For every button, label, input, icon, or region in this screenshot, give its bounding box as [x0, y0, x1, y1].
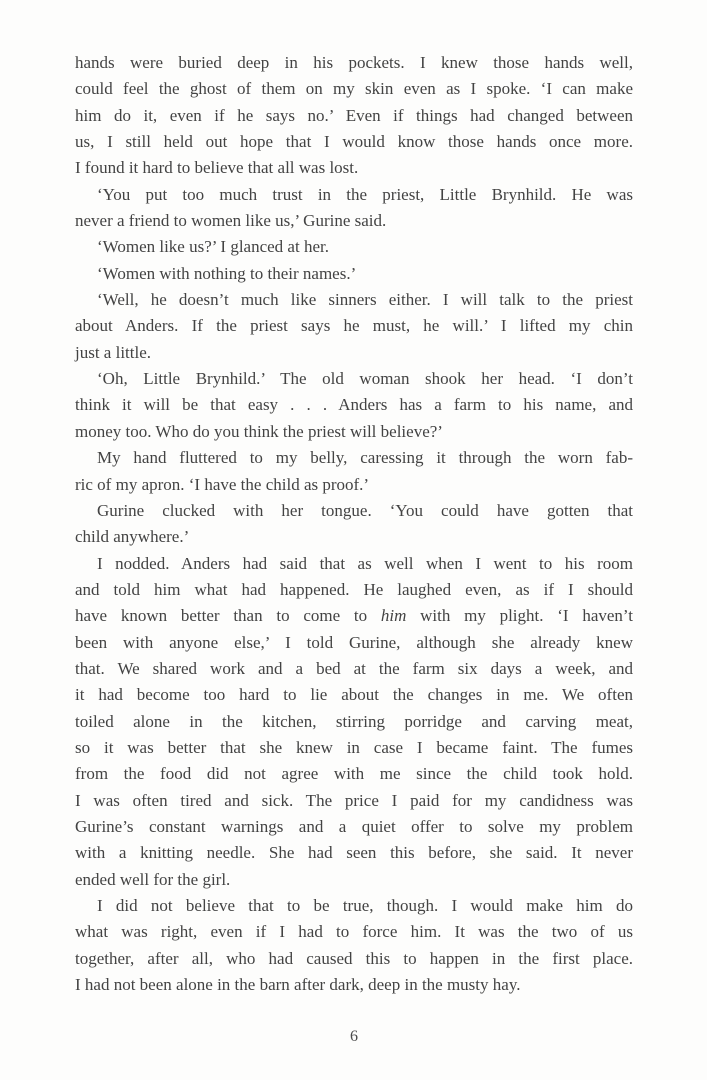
text-line: and told him what had happened. He laughed even, as if I should: [75, 579, 633, 599]
text-line: it had become too hard to lie about the changes in me. We often: [75, 685, 633, 705]
text-line: child anywhere.’: [75, 527, 190, 547]
text-line: I nodded. Anders had said that as well when I went to his room: [97, 553, 633, 573]
text-line: could feel the ghost of them on my skin even as I spoke. ‘I can make: [75, 79, 633, 99]
paragraph: [75, 551, 633, 893]
text-line: ‘Well, he doesn’t much like sinners either. I will talk to the priest: [97, 290, 633, 310]
page-number: 6: [350, 1028, 358, 1045]
text-line: with a knitting needle. She had seen this before, she said. It never: [75, 843, 633, 863]
text-line: hands were buried deep in his pockets. I knew those hands well,: [75, 53, 633, 72]
paragraph: [75, 287, 633, 366]
text-line: about Anders. If the priest says he must, he will.’ I lifted my chin: [75, 316, 633, 336]
text-line: Gurine’s constant warnings and a quiet offer to solve my problem: [75, 816, 633, 836]
text-line: ended well for the girl.: [75, 869, 231, 889]
text-line: money too. Who do you think the priest will believe?’: [75, 421, 443, 441]
text-line: what was right, even if I had to force him. It was the two of us: [75, 922, 633, 942]
text-line: I was often tired and sick. The price I paid for my candidness was: [75, 790, 633, 810]
text-line: I had not been alone in the barn after dark, deep in the musty hay.: [75, 975, 521, 995]
text-line: ‘Women with nothing to their names.’: [97, 263, 357, 283]
text-line: ‘You put too much trust in the priest, Little Brynhild. He was: [97, 184, 633, 204]
paragraph: [75, 498, 633, 551]
text-line: been with anyone else,’ I told Gurine, although she already knew: [75, 632, 633, 652]
text-line: together, after all, who had caused this to happen in the first place.: [75, 948, 633, 968]
text-line: just a little.: [75, 342, 152, 362]
text-line: toiled alone in the kitchen, stirring porridge and carving meat,: [75, 711, 633, 731]
text-line: I found it hard to believe that all was lost.: [75, 158, 359, 178]
text-line: think it will be that easy . . . Anders has a farm to his name, and: [75, 395, 633, 415]
paragraph: [75, 261, 633, 287]
text-line: ‘Women like us?’ I glanced at her.: [97, 237, 329, 257]
text-line: from the food did not agree with me since the child took hold.: [75, 764, 633, 784]
paragraph: [75, 234, 633, 260]
paragraph: [75, 893, 633, 998]
paragraph: [75, 366, 633, 445]
text-line: Gurine clucked with her tongue. ‘You could have gotten that: [97, 500, 633, 520]
body-text: [75, 50, 633, 998]
text-line: I did not believe that to be true, though. I would make him do: [97, 896, 633, 915]
text-line: so it was better that she knew in case I became faint. The fumes: [75, 737, 633, 757]
text-line: My hand fluttered to my belly, caressing it through the worn fab-: [97, 448, 633, 468]
italic-text: him: [380, 606, 407, 626]
text-line: ‘Oh, Little Brynhild.’ The old woman shook her head. ‘I don’t: [97, 369, 633, 389]
text-line: him do it, even if he says no.’ Even if things had changed between: [75, 105, 633, 125]
paragraph: [75, 50, 633, 182]
text-line: us, I still held out hope that I would know those hands once more.: [75, 132, 633, 152]
text-line: ric of my apron. ‘I have the child as proof.’: [75, 474, 370, 494]
paragraph: [75, 182, 633, 235]
text-line: that. We shared work and a bed at the farm six days a week, and: [75, 658, 633, 678]
text-line: never a friend to women like us,’ Gurine said.: [75, 211, 387, 231]
text-line: have known better than to come to him with my plight. ‘I haven’t: [75, 606, 633, 626]
paragraph: [75, 445, 633, 498]
